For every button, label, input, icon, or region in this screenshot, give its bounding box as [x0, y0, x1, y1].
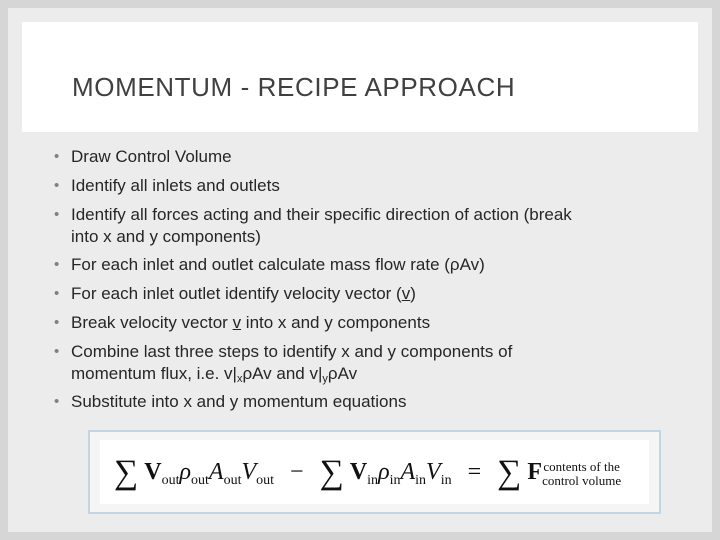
bullet-dot-icon: • — [54, 256, 60, 273]
momentum-equation: ∑ $V_{out}\rho_{out}A_{out}V_{out}$ − ∑ $V_{in}\rho_{in}A_{in}V_{in}$ = ∑ Fcontents of the control volume — [114, 454, 622, 491]
bullet-item: • Substitute into x and y momentum equations — [54, 392, 407, 411]
bullet-item: • Draw Control Volume — [54, 147, 232, 166]
bullet-item: • For each inlet outlet identify velocity vector (v) — [54, 284, 416, 303]
title-box — [22, 22, 698, 132]
equation-panel — [100, 440, 649, 504]
bullet-dot-icon: • — [54, 343, 60, 360]
bullet-dot-icon: • — [54, 314, 60, 331]
summation-icon: ∑ — [114, 454, 139, 491]
bullet-item: • Identify all inlets and outlets — [54, 176, 280, 195]
bullet-item: • Identify all forces acting and their specific direction of action (break into x and y components) — [54, 205, 572, 246]
bullet-list — [54, 146, 674, 420]
momentum-equation-box — [88, 430, 661, 514]
bullet-dot-icon: • — [54, 177, 60, 194]
slide — [8, 8, 712, 532]
summation-icon: ∑ — [319, 454, 344, 491]
bullet-dot-icon: • — [54, 148, 60, 165]
bullet-dot-icon: • — [54, 285, 60, 302]
summation-icon: ∑ — [497, 454, 522, 491]
bullet-dot-icon: • — [54, 393, 60, 410]
bullet-dot-icon: • — [54, 206, 60, 223]
control-volume-subscript: contents of the control volume — [542, 459, 622, 488]
bullet-item: • For each inlet and outlet calculate mass flow rate (ρAv) — [54, 255, 485, 274]
bullet-item: • Break velocity vector v into x and y components — [54, 313, 431, 332]
slide-title: MOMENTUM - RECIPE APPROACH — [72, 72, 516, 102]
bullet-item: • Combine last three steps to identify x and y components of momentum flux, i.e. $v|_x\rho Av$ and $v|_y\rho Av$ — [54, 342, 513, 385]
